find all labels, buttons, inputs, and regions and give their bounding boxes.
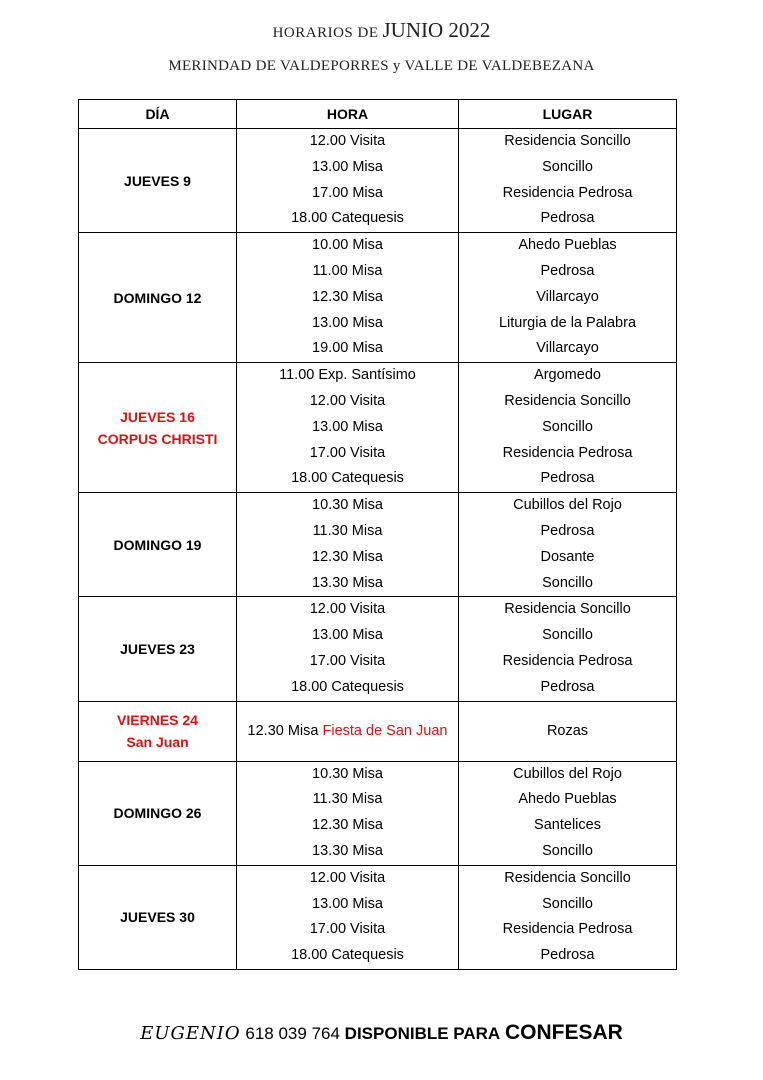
lugar-item: Pedrosa [540,678,595,695]
hora-item: 18.00 Catequesis [291,470,404,487]
table-header-row [79,100,677,129]
hora-cell [237,761,459,865]
day-label: JUEVES 16 [120,408,195,425]
lugar-item: Santelices [534,817,601,834]
lugar-item: Cubillos del Rojo [513,765,622,782]
hora-item: 12.30 Misa [312,288,383,305]
table-row [79,129,677,233]
hora-item: 12.00 Visita [309,133,386,149]
lugar-cell [459,865,677,969]
table-row [79,761,677,865]
hora-item: 13.00 Misa [312,314,383,331]
hora-item: 17.00 Visita [309,444,386,461]
title-prefix: HORARIOS DE [272,25,379,41]
lugar-cell [459,363,677,493]
feast-name: Fiesta de San Juan [322,722,448,739]
day-cell [79,597,237,701]
day-label: DOMINGO 12 [113,289,202,306]
lugar-item: Dosante [540,548,595,565]
hora-item: 13.00 Misa [312,627,383,644]
hora-item: 17.00 Visita [309,921,386,938]
lugar-item: Pedrosa [540,522,595,539]
day-label: JUEVES 9 [124,172,191,189]
hora-item: 10.30 Misa [312,765,383,782]
hora-cell [237,129,459,233]
title-month: JUNIO 2022 [382,18,491,42]
table-row [79,233,677,363]
day-label: DOMINGO 26 [113,805,202,822]
table-row [79,493,677,597]
day-label: VIERNES 24 [117,712,198,729]
lugar-cell [459,761,677,865]
lugar-item: Residencia Pedrosa [502,184,633,201]
footer-contact [0,1021,763,1045]
lugar-item: Soncillo [542,158,593,175]
hora-item: 11.00 Misa [312,262,383,279]
day-feast-label: San Juan [126,734,189,751]
table-row [79,865,677,969]
hora-item: 13.30 Misa [312,574,383,591]
table-row [79,363,677,493]
header-dia: DÍA [79,100,237,129]
hora-item: 12.00 Visita [309,601,386,618]
lugar-item: Residencia Pedrosa [502,652,633,669]
lugar-item: Ahedo Pueblas [518,237,617,254]
hora-cell [237,493,459,597]
hora-item: 12.30 Misa [247,722,319,739]
day-feast-label: CORPUS CHRISTI [97,430,218,447]
lugar-item: Villarcayo [536,288,599,305]
lugar-cell [459,233,677,363]
lugar-item: Pedrosa [540,947,595,964]
day-cell [79,865,237,969]
page-subtitle: MERINDAD DE VALDEPORRES y VALLE DE VALDEBEZANA [168,58,595,74]
day-cell [79,701,237,761]
hora-item: 17.00 Misa [312,184,383,201]
hora-item: 18.00 Catequesis [291,947,404,964]
day-cell [79,363,237,493]
lugar-cell [459,597,677,701]
lugar-cell [459,701,677,761]
lugar-item: Soncillo [542,627,593,644]
day-label: JUEVES 30 [120,909,195,926]
lugar-item: Soncillo [542,895,593,912]
lugar-item: Villarcayo [536,340,599,357]
lugar-item: Argomedo [534,367,601,384]
day-label: DOMINGO 19 [113,536,202,553]
lugar-cell [459,493,677,597]
lugar-item: Soncillo [542,574,593,591]
lugar-item: Pedrosa [540,262,595,279]
header-lugar: LUGAR [459,100,677,129]
lugar-item: Residencia Soncillo [504,133,631,149]
lugar-item: Soncillo [542,418,593,435]
lugar-item: Residencia Soncillo [504,869,631,886]
schedule-table [78,99,677,970]
hora-cell [237,597,459,701]
hora-item: 11.30 Misa [312,522,383,539]
contact-action: CONFESAR [504,1021,623,1044]
lugar-item: Residencia Pedrosa [502,921,633,938]
day-cell [79,761,237,865]
page-title [0,18,763,43]
lugar-item: Pedrosa [540,470,595,487]
table-row [79,701,677,761]
lugar-item: Cubillos del Rojo [513,497,622,514]
lugar-item: Residencia Soncillo [504,392,631,409]
hora-item: 19.00 Misa [312,340,383,357]
header-hora: HORA [237,100,459,129]
day-cell [79,493,237,597]
day-label: JUEVES 23 [120,640,195,657]
lugar-item: Pedrosa [540,210,595,227]
hora-item: 18.00 Catequesis [291,678,404,695]
lugar-item: Residencia Soncillo [504,601,631,618]
hora-item: 12.00 Visita [309,869,386,886]
hora-item: 17.00 Visita [309,652,386,669]
hora-item: 11.30 Misa [312,791,383,808]
hora-cell [237,233,459,363]
hora-item: 11.00 Exp. Santísimo [279,367,416,384]
hora-cell [237,865,459,969]
lugar-cell [459,129,677,233]
hora-item: 13.00 Misa [312,158,383,175]
hora-item: 10.30 Misa [312,497,383,514]
hora-item: 13.30 Misa [312,842,383,859]
contact-phone: 618 039 764 [245,1024,340,1043]
hora-item: 13.00 Misa [312,418,383,435]
lugar-item: Residencia Pedrosa [502,444,633,461]
contact-name: EUGENIO [140,1023,241,1044]
lugar-item: Liturgia de la Palabra [498,314,637,331]
hora-cell [237,363,459,493]
hora-item: 12.30 Misa [312,548,383,565]
hora-item: 12.00 Visita [309,392,386,409]
day-cell [79,129,237,233]
hora-item: 12.30 Misa [312,817,383,834]
day-cell [79,233,237,363]
lugar-item: Soncillo [542,842,593,859]
lugar-item: Ahedo Pueblas [518,791,617,808]
hora-item: 10.00 Misa [312,237,383,254]
contact-text: DISPONIBLE PARA [344,1024,501,1043]
hora-item: 18.00 Catequesis [291,210,404,227]
table-row [79,597,677,701]
hora-cell [237,701,459,761]
lugar-item: Rozas [546,722,589,739]
hora-item: 13.00 Misa [312,895,383,912]
